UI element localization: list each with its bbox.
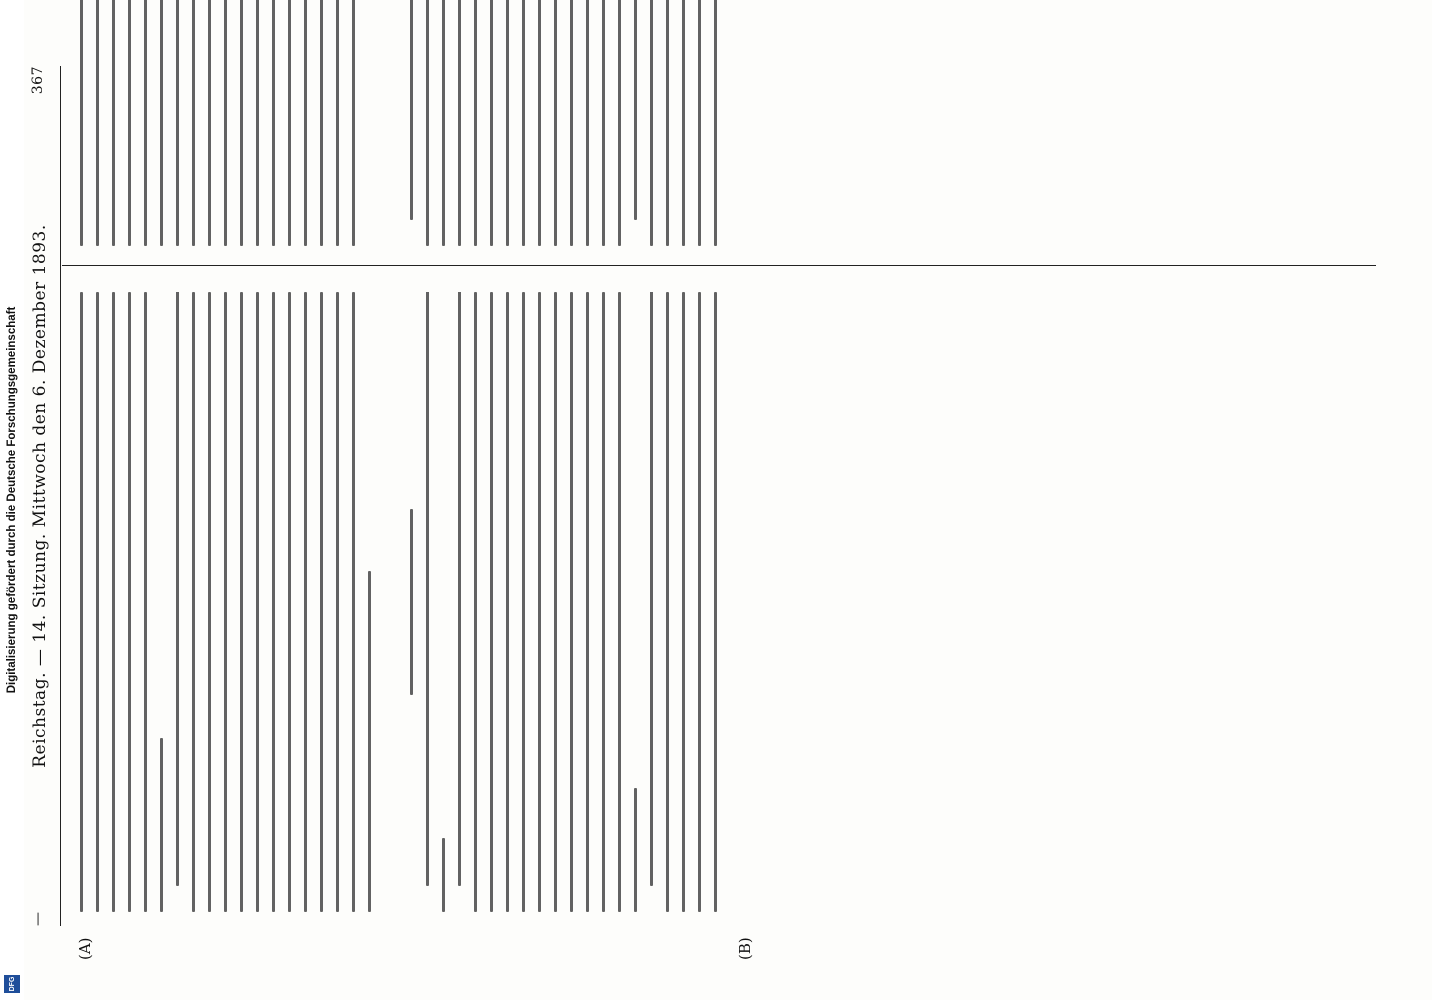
- text-line: [160, 0, 163, 246]
- text-line: [410, 509, 413, 695]
- text-line: [112, 0, 115, 246]
- text-line: [442, 0, 445, 246]
- text-line: [96, 292, 99, 912]
- text-line: [618, 0, 621, 246]
- text-line: [208, 0, 211, 246]
- text-line: [426, 0, 429, 246]
- text-line: [144, 0, 147, 246]
- text-line: [602, 292, 605, 912]
- text-line: [304, 0, 307, 246]
- text-line: [352, 292, 355, 912]
- text-line: [240, 0, 243, 246]
- text-line: [320, 292, 323, 912]
- text-line: [368, 571, 371, 912]
- text-line: [682, 0, 685, 246]
- text-line: [410, 0, 413, 220]
- text-line: [490, 0, 493, 246]
- text-line: [458, 292, 461, 886]
- text-line: [80, 0, 83, 246]
- text-line: [522, 0, 525, 246]
- text-line: [570, 292, 573, 912]
- text-line: [634, 788, 637, 912]
- text-line: [458, 0, 461, 246]
- text-line: [666, 0, 669, 246]
- footer-credit-text: Digitalisierung gefördert durch die Deutsche Forschungsgemeinschaft: [6, 306, 18, 694]
- text-line: [586, 0, 589, 246]
- text-line: [80, 292, 83, 912]
- digitization-footer: [0, 0, 24, 1000]
- text-line: [256, 0, 259, 246]
- text-line: [336, 292, 339, 912]
- text-line: [176, 292, 179, 886]
- text-line: [650, 0, 653, 246]
- text-line: [256, 292, 259, 912]
- text-line: [192, 292, 195, 912]
- text-line: [634, 0, 637, 220]
- text-line: [224, 292, 227, 912]
- text-line: [352, 0, 355, 246]
- margin-marker-a: (A): [76, 937, 94, 960]
- text-line: [570, 0, 573, 246]
- text-line: [208, 292, 211, 912]
- right-column: [68, 0, 1368, 246]
- margin-marker-b: (B): [736, 937, 754, 960]
- dfg-logo-text: DFG: [8, 976, 16, 992]
- text-line: [320, 0, 323, 246]
- text-line: [272, 0, 275, 246]
- column-separator: [62, 265, 1376, 266]
- header-title: Reichstag. — 14. Sitzung. Mittwoch den 6. Dezember 1893.: [30, 224, 50, 768]
- rotated-page-content: [16, 26, 1376, 966]
- text-line: [682, 292, 685, 912]
- text-line: [160, 738, 163, 912]
- text-line: [192, 0, 195, 246]
- text-line: [128, 292, 131, 912]
- text-line: [288, 292, 291, 912]
- text-line: [176, 0, 179, 246]
- text-line: [602, 0, 605, 246]
- text-line: [474, 292, 477, 912]
- text-line: [650, 292, 653, 886]
- text-line: [586, 292, 589, 912]
- header-left-mark: —: [30, 911, 46, 926]
- text-line: [144, 292, 147, 912]
- page-number: 367: [30, 66, 46, 95]
- text-line: [554, 292, 557, 912]
- text-line: [506, 0, 509, 246]
- text-line: [698, 292, 701, 912]
- text-line: [272, 292, 275, 912]
- text-line: [714, 0, 717, 246]
- text-line: [666, 292, 669, 912]
- dfg-logo: [4, 975, 20, 993]
- text-line: [426, 292, 429, 886]
- text-line: [618, 292, 621, 912]
- text-line: [474, 0, 477, 246]
- text-line: [288, 0, 291, 246]
- text-line: [336, 0, 339, 246]
- header-rule: [60, 66, 61, 926]
- text-line: [698, 0, 701, 246]
- text-line: [304, 292, 307, 912]
- text-line: [128, 0, 131, 246]
- text-line: [538, 0, 541, 246]
- text-line: [538, 292, 541, 912]
- text-line: [522, 292, 525, 912]
- left-column: [68, 292, 1368, 912]
- text-line: [240, 292, 243, 912]
- text-line: [506, 292, 509, 912]
- text-line: [442, 838, 445, 912]
- text-line: [714, 292, 717, 912]
- text-line: [224, 0, 227, 246]
- text-line: [112, 292, 115, 912]
- text-line: [554, 0, 557, 246]
- text-line: [96, 0, 99, 246]
- text-line: [490, 292, 493, 912]
